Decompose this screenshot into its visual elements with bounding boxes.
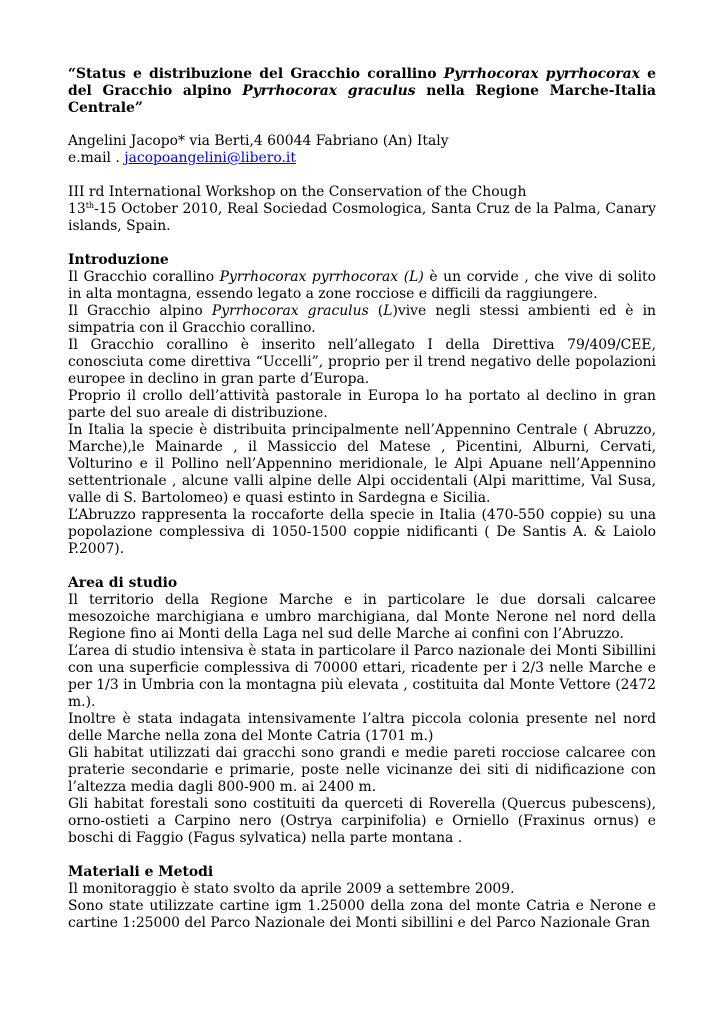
section-heading: Introduzione bbox=[68, 252, 169, 268]
paragraph: Gli habitat utilizzati dai gracchi sono grandi e medie pareti rocciose calcaree con praterie secondarie e primarie, poste nelle vicinanze dei siti di nidificazione con l’altezza media dagli 800-900 m. ai 2400 m. bbox=[68, 745, 656, 795]
workshop-block bbox=[68, 184, 656, 235]
paragraph: Il Gracchio corallino Pyrrhocorax pyrrhocorax (L) è un corvide , che vive di solito in alta montagna, essendo legato a zone rocciose e difficili da raggiungere. bbox=[68, 269, 656, 302]
email-line: e.mail . jacopoangelini@libero.it bbox=[68, 150, 296, 166]
paragraph: Inoltre è stata indagata intensivamente l’altra piccola colonia presente nel nord delle Marche nella zona del Monte Catria (1701 m.) bbox=[68, 711, 656, 744]
paragraph: Il territorio della Regione Marche e in particolare le due dorsali calcaree mesozoiche marchigiana e umbro marchigiana, dal Monte Nerone nel nord della Regione fino ai Monti della Laga nel sud delle Marche ai confini con l’Abruzzo. bbox=[68, 592, 656, 642]
section-heading: Materiali e Metodi bbox=[68, 864, 214, 880]
author-block bbox=[68, 133, 656, 167]
workshop-date-location: 13th-15 October 2010, Real Sociedad Cosmologica, Santa Cruz de la Palma, Canary islands, Spain. bbox=[68, 201, 656, 234]
section-heading: Area di studio bbox=[68, 575, 178, 591]
email-link[interactable]: jacopoangelini@libero.it bbox=[124, 150, 296, 166]
paragraph: Il Gracchio corallino è inserito nell’allegato I della Direttiva 79/409/CEE, conosciuta come direttiva “Uccelli”, proprio per il trend negativo delle popolazioni europee in declino in gran parte d’Europa. bbox=[68, 337, 656, 387]
section-introduzione bbox=[68, 252, 656, 558]
section-materiali-e-metodi bbox=[68, 864, 656, 932]
document-title: “Status e distribuzione del Gracchio corallino Pyrrhocorax pyrrhocorax e del Gracchio alpino Pyrrhocorax graculus nella Regione Marche-Italia Centrale” bbox=[68, 66, 656, 116]
paragraph: Proprio il crollo dell’attività pastorale in Europa lo ha portato al declino in gran parte del suo areale di distribuzione. bbox=[68, 388, 656, 421]
document-page bbox=[68, 66, 656, 949]
paragraph: Il Gracchio alpino Pyrrhocorax graculus (L)vive negli stessi ambienti ed è in simpatria con il Gracchio corallino. bbox=[68, 303, 657, 336]
paragraph: L’Abruzzo rappresenta la roccaforte della specie in Italia (470-550 coppie) su una popolazione complessiva di 1050-1500 coppie nidificanti ( De Santis A. & Laiolo P.2007). bbox=[68, 507, 656, 557]
paragraph: L’area di studio intensiva è stata in particolare il Parco nazionale dei Monti Sibillini con una superficie complessiva di 70000 ettari, ricadente per i 2/3 nelle Marche e per 1/3 in Umbria con la montagna più elevata , costituita dal Monte Vettore (2472 m.). bbox=[68, 643, 656, 710]
paragraph: Sono state utilizzate cartine igm 1.25000 della zona del monte Catria e Nerone e cartine 1:25000 del Parco Nazionale dei Monti sibillini e del Parco Nazionale Gran bbox=[68, 898, 656, 931]
section-area-di-studio bbox=[68, 575, 656, 847]
paragraph: Il monitoraggio è stato svolto da aprile 2009 a settembre 2009. bbox=[68, 881, 515, 897]
paragraph: In Italia la specie è distribuita principalmente nell’Appennino Centrale ( Abruzzo, Marche),le Mainarde , il Massiccio del Matese , Picentini, Alburni, Cervati, Volturino e il Pollino nell’Appennino meridionale, le Alpi Apuane nell’Appennino settentrionale , alcune valli alpine delle Alpi occidentali (Alpi marittime, Val Susa, valle di S. Bartolomeo) e quasi estinto in Sardegna e Sicilia. bbox=[68, 422, 656, 506]
author-line: Angelini Jacopo* via Berti,4 60044 Fabriano (An) Italy bbox=[68, 133, 449, 149]
species-name: Pyrrhocorax pyrrhocorax bbox=[443, 66, 640, 82]
workshop-title: III rd International Workshop on the Conservation of the Chough bbox=[68, 184, 527, 200]
species-name: Pyrrhocorax graculus bbox=[242, 83, 416, 99]
paragraph: Gli habitat forestali sono costituiti da querceti di Roverella (Quercus pubescens), orno-ostieti a Carpino nero (Ostrya carpinifolia) e Orniello (Fraxinus ornus) e boschi di Faggio (Fagus sylvatica) nella parte montana . bbox=[68, 796, 656, 846]
